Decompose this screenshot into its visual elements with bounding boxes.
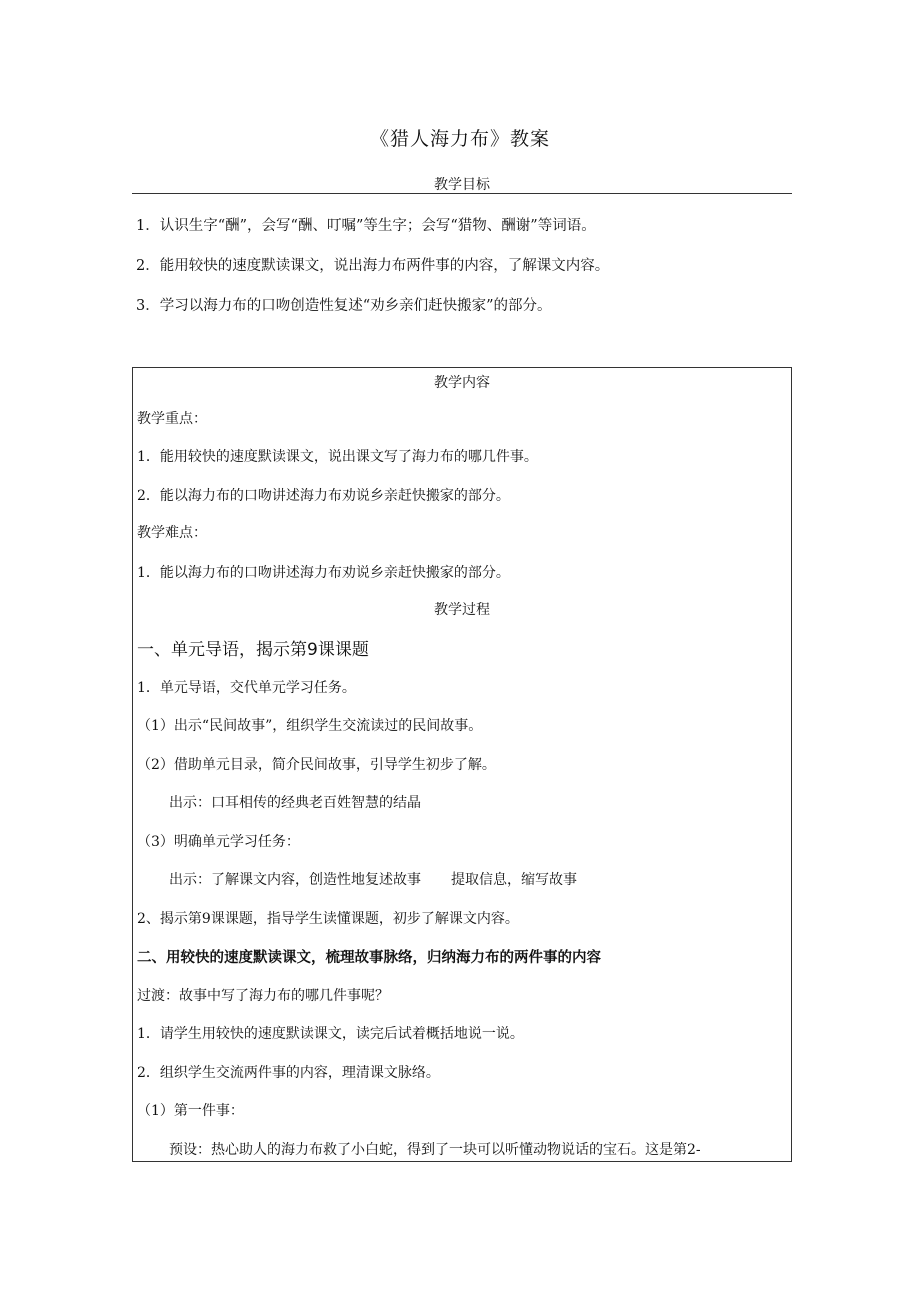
section-1-line: 2、揭示第9课课题，指导学生读懂课题，初步了解课文内容。 (137, 911, 519, 927)
objective-item: 3．学习以海力布的口吻创造性复述“劝乡亲们赶快搬家”的部分。 (136, 298, 552, 314)
section-1-title: 一、单元导语，揭示第9课课题 (137, 640, 369, 660)
process-heading: 教学过程 (434, 602, 490, 618)
difficult-point-item: 1．能以海力布的口吻讲述海力布劝说乡亲赶快搬家的部分。 (137, 565, 510, 581)
section-1-line: （2）借助单元目录，简介民间故事，引导学生初步了解。 (137, 757, 496, 773)
key-point-item: 1．能用较快的速度默读课文，说出课文写了海力布的哪几件事。 (137, 449, 538, 465)
section-1-line: 1．单元导语，交代单元学习任务。 (137, 680, 356, 696)
section-2-line: 1．请学生用较快的速度默读课文，读完后试着概括地说一说。 (137, 1026, 524, 1042)
section-2-line: 2．组织学生交流两件事的内容，理清课文脉络。 (137, 1065, 440, 1081)
section-2-preset: 预设：热心助人的海力布救了小白蛇，得到了一块可以听懂动物说话的宝石。这是第2- (169, 1142, 701, 1158)
objective-item: 2．能用较快的速度默读课文，说出海力布两件事的内容，了解课文内容。 (136, 258, 610, 274)
task-two: 提取信息，缩写故事 (451, 872, 577, 888)
objective-item: 1．认识生字“酬”，会写“酬、叮嘱”等生字；会写“猎物、酬谢”等词语。 (136, 218, 596, 234)
section-2-line: 过渡：故事中写了海力布的哪几件事呢？ (137, 988, 389, 1004)
content-heading: 教学内容 (434, 375, 490, 391)
section-1-show-tasks (169, 869, 577, 889)
document-title: 《猎人海力布》教案 (369, 128, 550, 150)
task-one: 出示：了解课文内容，创造性地复述故事 (169, 872, 421, 888)
teaching-content-box (132, 367, 792, 1162)
key-points-label: 教学重点： (137, 411, 207, 427)
section-1-show: 出示：口耳相传的经典老百姓智慧的结晶 (169, 795, 421, 811)
objectives-heading: 教学目标 (434, 177, 490, 193)
section-1-line: （1）出示“民间故事”，组织学生交流读过的民间故事。 (137, 718, 483, 734)
key-point-item: 2．能以海力布的口吻讲述海力布劝说乡亲赶快搬家的部分。 (137, 488, 510, 504)
section-2-title: 二、用较快的速度默读课文，梳理故事脉络，归纳海力布的两件事的内容 (137, 950, 601, 966)
difficult-points-label: 教学难点： (137, 525, 207, 541)
section-1-line: （3）明确单元学习任务： (137, 834, 300, 850)
objectives-divider (132, 193, 792, 194)
section-2-line: （1）第一件事： (137, 1103, 244, 1119)
